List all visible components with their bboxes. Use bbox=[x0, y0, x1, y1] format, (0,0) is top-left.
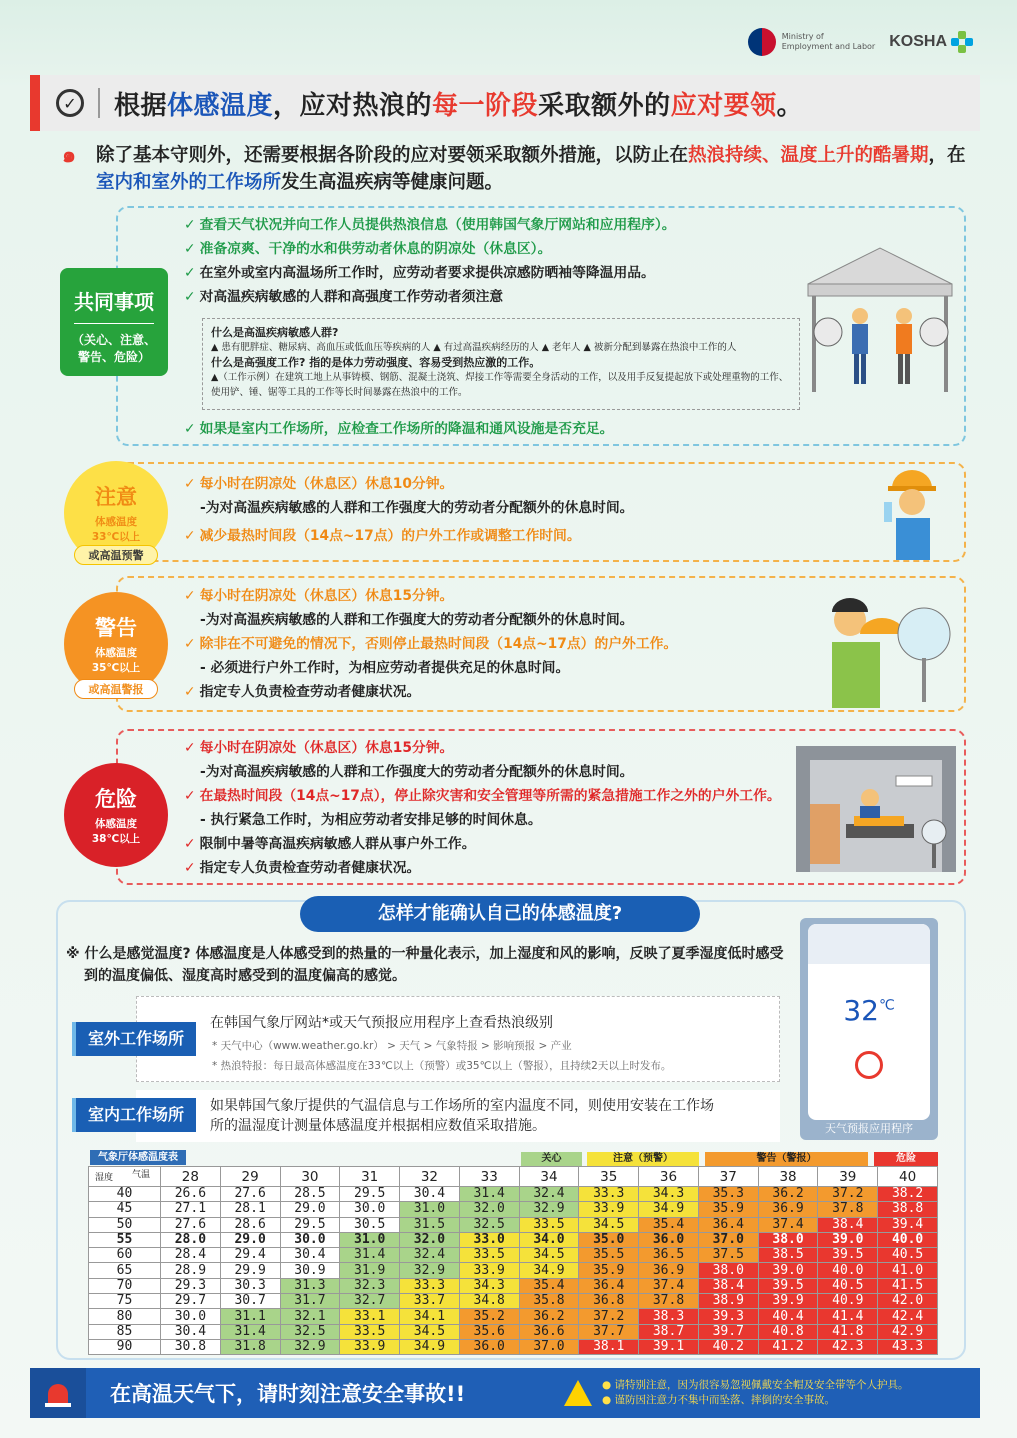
table-cell: 36.8 bbox=[579, 1294, 639, 1309]
table-cell: 35.4 bbox=[639, 1217, 699, 1232]
humidity-85: 85 bbox=[89, 1324, 161, 1339]
table-cell: 34.5 bbox=[579, 1217, 639, 1232]
check-icon: ✓ bbox=[184, 636, 196, 652]
common-badge-title: 共同事项 bbox=[74, 286, 154, 324]
check-icon: ✓ bbox=[184, 528, 196, 544]
table-cell: 32.4 bbox=[400, 1248, 460, 1263]
common-badge-sub1: （关心、注意、 bbox=[71, 333, 156, 347]
humidity-45: 45 bbox=[89, 1202, 161, 1217]
table-cell: 33.0 bbox=[459, 1232, 519, 1247]
table-cell: 34.3 bbox=[639, 1187, 699, 1202]
table-row bbox=[89, 1294, 938, 1309]
table-cell: 40.5 bbox=[878, 1248, 938, 1263]
humidity-70: 70 bbox=[89, 1278, 161, 1293]
check-icon: ✓ bbox=[184, 265, 196, 281]
warning-sign-icon bbox=[564, 1380, 592, 1406]
table-cell: 39.1 bbox=[639, 1339, 699, 1354]
table-cell: 35.9 bbox=[698, 1202, 758, 1217]
table-cell: 41.5 bbox=[878, 1278, 938, 1293]
heat-index-table bbox=[88, 1166, 938, 1355]
table-cell: 34.9 bbox=[639, 1202, 699, 1217]
footer-note-1: ● 请特别注意，因为很容易忽视佩戴安全帽及安全带等个人护具。 bbox=[602, 1379, 909, 1391]
caution-item-3: ✓ 减少最热时间段（14点~17点）的户外工作或调整工作时间。 bbox=[184, 528, 581, 544]
header-logos bbox=[748, 28, 973, 56]
table-header-row bbox=[89, 1167, 938, 1187]
table-cell: 38.3 bbox=[639, 1309, 699, 1324]
indoor-factory-illustration bbox=[796, 746, 956, 872]
footer-note-2: ● 谨防因注意力不集中而坠落、摔倒的安全事故。 bbox=[602, 1394, 835, 1406]
table-cell: 33.5 bbox=[459, 1248, 519, 1263]
table-cell: 27.6 bbox=[220, 1187, 280, 1202]
definition-text: ※ 什么是感觉温度? 体感温度是人体感受到的热量的一种量化表示，加上湿度和风的影响，反映了夏季湿度低时感受 到的温度偏低、湿度高时感受到的温度偏高的感觉。 bbox=[66, 946, 784, 984]
table-cell: 29.3 bbox=[161, 1278, 221, 1293]
danger-item-1: ✓ 每小时在阴凉处（休息区）休息15分钟。 bbox=[184, 740, 454, 756]
warning-sub1: 体感温度 bbox=[95, 647, 137, 659]
table-cell: 36.2 bbox=[758, 1187, 818, 1202]
common-badge-sub2: 警告、危险） bbox=[77, 350, 150, 364]
temp-header-40: 40 bbox=[878, 1167, 938, 1187]
danger-title: 危险 bbox=[95, 787, 137, 811]
level-interest: 关心 bbox=[521, 1152, 582, 1166]
table-cell: 35.3 bbox=[698, 1187, 758, 1202]
table-cell: 31.7 bbox=[280, 1294, 340, 1309]
table-cell: 38.1 bbox=[579, 1339, 639, 1354]
table-cell: 32.3 bbox=[340, 1278, 400, 1293]
table-cell: 36.5 bbox=[639, 1248, 699, 1263]
table-cell: 41.0 bbox=[878, 1263, 938, 1278]
check-icon: ✓ bbox=[184, 421, 196, 437]
table-cell: 39.9 bbox=[758, 1294, 818, 1309]
phone-temperature: 32 bbox=[843, 994, 879, 1027]
table-cell: 42.9 bbox=[878, 1324, 938, 1339]
tent-workers-illustration bbox=[800, 244, 960, 394]
table-cell: 37.7 bbox=[579, 1324, 639, 1339]
ministry-logo bbox=[748, 28, 875, 56]
common-item-5: ✓ 如果是室内工作场所，应检查工作场所的降温和通风设施是否充足。 bbox=[184, 421, 614, 437]
warning-item-3: ✓ 除非在不可避免的情况下，否则停止最热时间段（14点~17点）的户外工作。 bbox=[184, 636, 678, 652]
temp-header-29: 29 bbox=[220, 1167, 280, 1187]
phone-caption: 天气预报应用程序 bbox=[825, 1122, 913, 1135]
sensitive-group-note bbox=[202, 318, 800, 410]
ministry-name-line1: Ministry of bbox=[781, 32, 824, 41]
phone-screen bbox=[808, 924, 930, 1120]
humidity-55: 55 bbox=[89, 1232, 161, 1247]
check-icon: ✓ bbox=[184, 289, 196, 305]
caution-item-1: ✓ 每小时在阴凉处（休息区）休息10分钟。 bbox=[184, 476, 454, 492]
table-cell: 34.0 bbox=[519, 1232, 579, 1247]
warning-list bbox=[184, 584, 677, 704]
common-item-2: ✓ 准备凉爽、干净的水和供劳动者休息的阴凉处（休息区）。 bbox=[184, 241, 552, 257]
table-cell: 36.0 bbox=[639, 1232, 699, 1247]
indoor-tag: 室内工作场所 bbox=[72, 1098, 196, 1132]
ministry-emblem-icon bbox=[748, 28, 776, 56]
table-cell: 34.5 bbox=[400, 1324, 460, 1339]
table-cell: 28.5 bbox=[280, 1187, 340, 1202]
table-cell: 35.5 bbox=[579, 1248, 639, 1263]
spiral-icon: ๑ bbox=[62, 143, 76, 168]
humidity-90: 90 bbox=[89, 1339, 161, 1354]
humidity-75: 75 bbox=[89, 1294, 161, 1309]
table-cell: 29.7 bbox=[161, 1294, 221, 1309]
table-cell: 32.9 bbox=[280, 1339, 340, 1354]
table-cell: 40.4 bbox=[758, 1309, 818, 1324]
table-row bbox=[89, 1263, 938, 1278]
table-row bbox=[89, 1187, 938, 1202]
kosha-cross-icon bbox=[951, 31, 973, 53]
table-cell: 30.4 bbox=[400, 1187, 460, 1202]
humidity-80: 80 bbox=[89, 1309, 161, 1324]
table-cell: 39.5 bbox=[758, 1278, 818, 1293]
check-icon: ✓ bbox=[184, 241, 196, 257]
table-cell: 32.1 bbox=[280, 1309, 340, 1324]
danger-item-3: ✓ 在最热时间段（14点~17点），停止除灾害和安全管理等所需的紧急措施工作之外的户外工作。 bbox=[184, 788, 781, 804]
table-cell: 33.9 bbox=[459, 1263, 519, 1278]
table-cell: 42.4 bbox=[878, 1309, 938, 1324]
table-title: 气象厅体感温度表 bbox=[90, 1150, 186, 1165]
table-cell: 35.9 bbox=[579, 1263, 639, 1278]
caution-list bbox=[184, 472, 633, 548]
table-cell: 37.4 bbox=[758, 1217, 818, 1232]
level-caution: 注意（预警） bbox=[587, 1152, 699, 1166]
danger-badge bbox=[64, 763, 168, 867]
ministry-name-line2: Employment and Labor bbox=[781, 42, 876, 51]
check-icon: ✓ bbox=[184, 476, 196, 492]
table-cell: 43.3 bbox=[878, 1339, 938, 1354]
caution-sub1: 体感温度 bbox=[95, 516, 137, 528]
caution-pill: 或高温预警 bbox=[74, 545, 158, 565]
table-cell: 33.5 bbox=[519, 1217, 579, 1232]
table-cell: 40.0 bbox=[878, 1232, 938, 1247]
table-cell: 40.5 bbox=[818, 1278, 878, 1293]
table-cell: 31.9 bbox=[340, 1263, 400, 1278]
table-cell: 26.6 bbox=[161, 1187, 221, 1202]
table-cell: 38.7 bbox=[639, 1324, 699, 1339]
drinking-worker-illustration bbox=[862, 464, 942, 560]
table-cell: 29.5 bbox=[280, 1217, 340, 1232]
table-cell: 34.1 bbox=[400, 1309, 460, 1324]
warning-sub2: 35℃以上 bbox=[91, 662, 141, 674]
table-cell: 29.0 bbox=[220, 1232, 280, 1247]
kosha-logo bbox=[889, 31, 973, 53]
page-title: 根据体感温度，应对热浪的每一阶段采取额外的应对要领。 bbox=[114, 90, 804, 121]
table-cell: 36.9 bbox=[639, 1263, 699, 1278]
table-cell: 32.0 bbox=[459, 1202, 519, 1217]
common-badge bbox=[60, 268, 168, 376]
table-cell: 32.7 bbox=[340, 1294, 400, 1309]
table-cell: 33.9 bbox=[579, 1202, 639, 1217]
table-cell: 40.0 bbox=[818, 1263, 878, 1278]
table-cell: 33.9 bbox=[340, 1339, 400, 1354]
table-cell: 35.0 bbox=[579, 1232, 639, 1247]
fan-worker-illustration bbox=[820, 592, 960, 708]
siren-icon bbox=[30, 1368, 86, 1418]
table-cell: 37.5 bbox=[698, 1248, 758, 1263]
table-cell: 34.5 bbox=[519, 1248, 579, 1263]
table-cell: 38.8 bbox=[878, 1202, 938, 1217]
table-cell: 32.9 bbox=[400, 1263, 460, 1278]
table-cell: 35.8 bbox=[519, 1294, 579, 1309]
table-cell: 30.0 bbox=[280, 1232, 340, 1247]
table-cell: 33.7 bbox=[400, 1294, 460, 1309]
table-cell: 28.9 bbox=[161, 1263, 221, 1278]
table-cell: 30.0 bbox=[161, 1309, 221, 1324]
table-cell: 32.5 bbox=[280, 1324, 340, 1339]
warning-title: 警告 bbox=[95, 616, 137, 640]
table-cell: 35.2 bbox=[459, 1309, 519, 1324]
table-cell: 38.0 bbox=[698, 1263, 758, 1278]
caution-title: 注意 bbox=[95, 485, 137, 509]
table-cell: 39.7 bbox=[698, 1324, 758, 1339]
note-answer-2: ▲（工作示例）在建筑工地上从事铸模、钢筋、混凝土浇筑、焊接工作等需要全身活动的工作，以及用手反复提起放下或处理重物的工作、 bbox=[211, 372, 789, 383]
table-cell: 28.0 bbox=[161, 1232, 221, 1247]
table-cell: 32.0 bbox=[400, 1232, 460, 1247]
table-row bbox=[89, 1202, 938, 1217]
weather-app-phone bbox=[800, 918, 938, 1140]
table-cell: 37.0 bbox=[519, 1339, 579, 1354]
table-cell: 40.9 bbox=[818, 1294, 878, 1309]
level-warning: 警告（警报） bbox=[705, 1152, 868, 1166]
danger-list bbox=[184, 736, 781, 880]
note-answer-1: ▲ 患有肥胖症、糖尿病、高血压或低血压等疾病的人 ▲ 有过高温疾病经历的人 ▲ 老年人 ▲ 被新分配到暴露在热浪中工作的人 bbox=[211, 342, 737, 353]
warning-item-4: - 必须进行户外工作时，为相应劳动者提供充足的休息时间。 bbox=[200, 660, 570, 676]
warning-item-2: -为对高温疾病敏感的人群和工作强度大的劳动者分配额外的休息时间。 bbox=[200, 612, 634, 628]
temp-header-36: 36 bbox=[639, 1167, 699, 1187]
table-row bbox=[89, 1309, 938, 1324]
temp-header-35: 35 bbox=[579, 1167, 639, 1187]
temp-header-31: 31 bbox=[340, 1167, 400, 1187]
temp-header-32: 32 bbox=[400, 1167, 460, 1187]
common-item-1: ✓ 查看天气状况并向工作人员提供热浪信息（使用韩国气象厅网站和应用程序）。 bbox=[184, 217, 676, 233]
table-cell: 40.8 bbox=[758, 1324, 818, 1339]
check-icon: ✓ bbox=[184, 860, 196, 876]
check-icon: ✓ bbox=[184, 836, 196, 852]
table-cell: 29.0 bbox=[280, 1202, 340, 1217]
table-cell: 36.0 bbox=[459, 1339, 519, 1354]
table-cell: 29.9 bbox=[220, 1263, 280, 1278]
table-cell: 31.4 bbox=[459, 1187, 519, 1202]
note-question-2: 什么是高强度工作? 指的是体力劳动强度、容易受到热应激的工作。 bbox=[211, 356, 541, 369]
temp-header-28: 28 bbox=[161, 1167, 221, 1187]
table-cell: 30.4 bbox=[161, 1324, 221, 1339]
humidity-40: 40 bbox=[89, 1187, 161, 1202]
table-cell: 39.3 bbox=[698, 1309, 758, 1324]
danger-sub1: 体感温度 bbox=[95, 818, 137, 830]
table-cell: 35.4 bbox=[519, 1278, 579, 1293]
table-cell: 31.0 bbox=[400, 1202, 460, 1217]
danger-item-6: ✓ 指定专人负责检查劳动者健康状况。 bbox=[184, 860, 421, 876]
table-cell: 31.8 bbox=[220, 1339, 280, 1354]
table-row bbox=[89, 1232, 938, 1247]
common-list bbox=[184, 213, 676, 309]
caution-sub2: 33℃以上 bbox=[91, 531, 141, 543]
table-cell: 38.4 bbox=[818, 1217, 878, 1232]
table-cell: 35.6 bbox=[459, 1324, 519, 1339]
table-cell: 36.2 bbox=[519, 1309, 579, 1324]
table-cell: 39.4 bbox=[878, 1217, 938, 1232]
table-cell: 27.1 bbox=[161, 1202, 221, 1217]
table-row bbox=[89, 1217, 938, 1232]
humidity-60: 60 bbox=[89, 1248, 161, 1263]
check-icon: ✓ bbox=[184, 588, 196, 604]
table-cell: 38.2 bbox=[878, 1187, 938, 1202]
temp-header-30: 30 bbox=[280, 1167, 340, 1187]
table-row bbox=[89, 1324, 938, 1339]
table-cell: 42.3 bbox=[818, 1339, 878, 1354]
table-cell: 32.5 bbox=[459, 1217, 519, 1232]
table-cell: 34.9 bbox=[519, 1263, 579, 1278]
humidity-50: 50 bbox=[89, 1217, 161, 1232]
table-cell: 37.2 bbox=[579, 1309, 639, 1324]
kosha-text: KOSHA bbox=[889, 33, 947, 50]
table-cell: 38.0 bbox=[758, 1232, 818, 1247]
danger-item-2: -为对高温疾病敏感的人群和工作强度大的劳动者分配额外的休息时间。 bbox=[200, 764, 634, 780]
warning-item-5: ✓ 指定专人负责检查劳动者健康状况。 bbox=[184, 684, 421, 700]
table-cell: 30.4 bbox=[280, 1248, 340, 1263]
table-cell: 29.4 bbox=[220, 1248, 280, 1263]
level-danger: 危险 bbox=[874, 1152, 938, 1166]
table-cell: 39.0 bbox=[818, 1232, 878, 1247]
intro-text: ๑ 除了基本守则外，还需要根据各阶段的应对要领采取额外措施，以防止在热浪持续、温度上升的酷暑期，在室内和室外的工作场所发生高温疾病等健康问题。 bbox=[62, 142, 967, 196]
danger-item-4: - 执行紧急工作时，为相应劳动者安排足够的时间休息。 bbox=[200, 812, 542, 828]
check-icon: ✓ bbox=[184, 684, 196, 700]
table-cell: 29.5 bbox=[340, 1187, 400, 1202]
temp-header-33: 33 bbox=[459, 1167, 519, 1187]
table-cell: 30.5 bbox=[340, 1217, 400, 1232]
common-item-4: ✓ 对高温疾病敏感的人群和高强度工作劳动者须注意 bbox=[184, 289, 504, 305]
table-cell: 28.6 bbox=[220, 1217, 280, 1232]
table-cell: 33.3 bbox=[579, 1187, 639, 1202]
table-cell: 42.0 bbox=[878, 1294, 938, 1309]
table-cell: 28.4 bbox=[161, 1248, 221, 1263]
table-cell: 27.6 bbox=[161, 1217, 221, 1232]
table-cell: 37.2 bbox=[818, 1187, 878, 1202]
table-cell: 41.8 bbox=[818, 1324, 878, 1339]
table-cell: 39.5 bbox=[818, 1248, 878, 1263]
table-cell: 28.1 bbox=[220, 1202, 280, 1217]
temp-header-34: 34 bbox=[519, 1167, 579, 1187]
note-question-1: 什么是高温疾病敏感人群? bbox=[211, 326, 339, 339]
warning-item-1: ✓ 每小时在阴凉处（休息区）休息15分钟。 bbox=[184, 588, 454, 604]
phone-temp-unit: ℃ bbox=[878, 997, 895, 1014]
footer-main-text: 在高温天气下，请时刻注意安全事故!! bbox=[110, 1382, 466, 1406]
table-cell: 34.8 bbox=[459, 1294, 519, 1309]
footer-banner bbox=[30, 1368, 980, 1418]
table-cell: 41.2 bbox=[758, 1339, 818, 1354]
title-bar bbox=[30, 75, 980, 131]
table-cell: 31.4 bbox=[220, 1324, 280, 1339]
table-cell: 40.2 bbox=[698, 1339, 758, 1354]
table-cell: 32.9 bbox=[519, 1202, 579, 1217]
table-row bbox=[89, 1248, 938, 1263]
table-cell: 36.4 bbox=[579, 1278, 639, 1293]
table-cell: 36.9 bbox=[758, 1202, 818, 1217]
table-cell: 30.0 bbox=[340, 1202, 400, 1217]
table-corner: 气温 湿度 bbox=[89, 1167, 161, 1187]
table-cell: 38.9 bbox=[698, 1294, 758, 1309]
table-cell: 37.4 bbox=[639, 1278, 699, 1293]
check-section-title: 怎样才能确认自己的体感温度? bbox=[300, 896, 700, 932]
title-divider bbox=[98, 88, 100, 118]
common-item-3: ✓ 在室外或室内高温场所工作时，应劳动者要求提供凉感防晒袖等降温用品。 bbox=[184, 265, 655, 281]
table-row bbox=[89, 1278, 938, 1293]
temp-header-39: 39 bbox=[818, 1167, 878, 1187]
table-cell: 30.3 bbox=[220, 1278, 280, 1293]
outdoor-notes: * 天气中心（www.weather.go.kr） > 天气 > 气象特报 > 影响预报 > 产业 * 热浪特报：每日最高体感温度在33℃以上（预警）或35℃以上（警报），且持续2天以上时发布。 bbox=[212, 1040, 672, 1072]
check-icon: ✓ bbox=[184, 788, 196, 804]
warning-pill: 或高温警报 bbox=[74, 679, 158, 699]
table-cell: 32.4 bbox=[519, 1187, 579, 1202]
check-icon: ✓ bbox=[184, 217, 196, 233]
table-cell: 30.7 bbox=[220, 1294, 280, 1309]
table-cell: 31.0 bbox=[340, 1232, 400, 1247]
table-row bbox=[89, 1339, 938, 1354]
table-cell: 31.3 bbox=[280, 1278, 340, 1293]
humidity-65: 65 bbox=[89, 1263, 161, 1278]
table-cell: 31.4 bbox=[340, 1248, 400, 1263]
table-cell: 39.0 bbox=[758, 1263, 818, 1278]
table-cell: 31.5 bbox=[400, 1217, 460, 1232]
table-cell: 33.5 bbox=[340, 1324, 400, 1339]
table-cell: 33.1 bbox=[340, 1309, 400, 1324]
table-cell: 38.4 bbox=[698, 1278, 758, 1293]
outdoor-tag: 室外工作场所 bbox=[72, 1022, 196, 1056]
table-cell: 33.3 bbox=[400, 1278, 460, 1293]
temp-header-37: 37 bbox=[698, 1167, 758, 1187]
table-cell: 30.9 bbox=[280, 1263, 340, 1278]
outdoor-line-1: 在韩国气象厅网站*或天气预报应用程序上查看热浪级别 bbox=[210, 1015, 553, 1031]
table-cell: 37.0 bbox=[698, 1232, 758, 1247]
caution-item-2: -为对高温疾病敏感的人群和工作强度大的劳动者分配额外的休息时间。 bbox=[200, 500, 634, 516]
table-cell: 34.9 bbox=[400, 1339, 460, 1354]
table-cell: 34.3 bbox=[459, 1278, 519, 1293]
table-cell: 37.8 bbox=[639, 1294, 699, 1309]
danger-item-5: ✓ 限制中暑等高温疾病敏感人群从事户外工作。 bbox=[184, 836, 476, 852]
table-cell: 31.1 bbox=[220, 1309, 280, 1324]
table-cell: 36.4 bbox=[698, 1217, 758, 1232]
indoor-text: 如果韩国气象厅提供的气温信息与工作场所的室内温度不同，则使用安装在工作场 所的温湿度计测量体感温度并根据相应数值采取措施。 bbox=[210, 1098, 714, 1134]
table-cell: 38.5 bbox=[758, 1248, 818, 1263]
table-cell: 41.4 bbox=[818, 1309, 878, 1324]
table-cell: 36.6 bbox=[519, 1324, 579, 1339]
temp-header-38: 38 bbox=[758, 1167, 818, 1187]
danger-sub2: 38℃以上 bbox=[91, 833, 141, 845]
note-answer-3: 使用铲、锤、锯等工具的工作等长时间暴露在热浪中的工作。 bbox=[211, 387, 468, 398]
table-cell: 30.8 bbox=[161, 1339, 221, 1354]
check-icon: ✓ bbox=[184, 740, 196, 756]
check-circle-icon: ✓ bbox=[56, 89, 84, 117]
table-cell: 37.8 bbox=[818, 1202, 878, 1217]
